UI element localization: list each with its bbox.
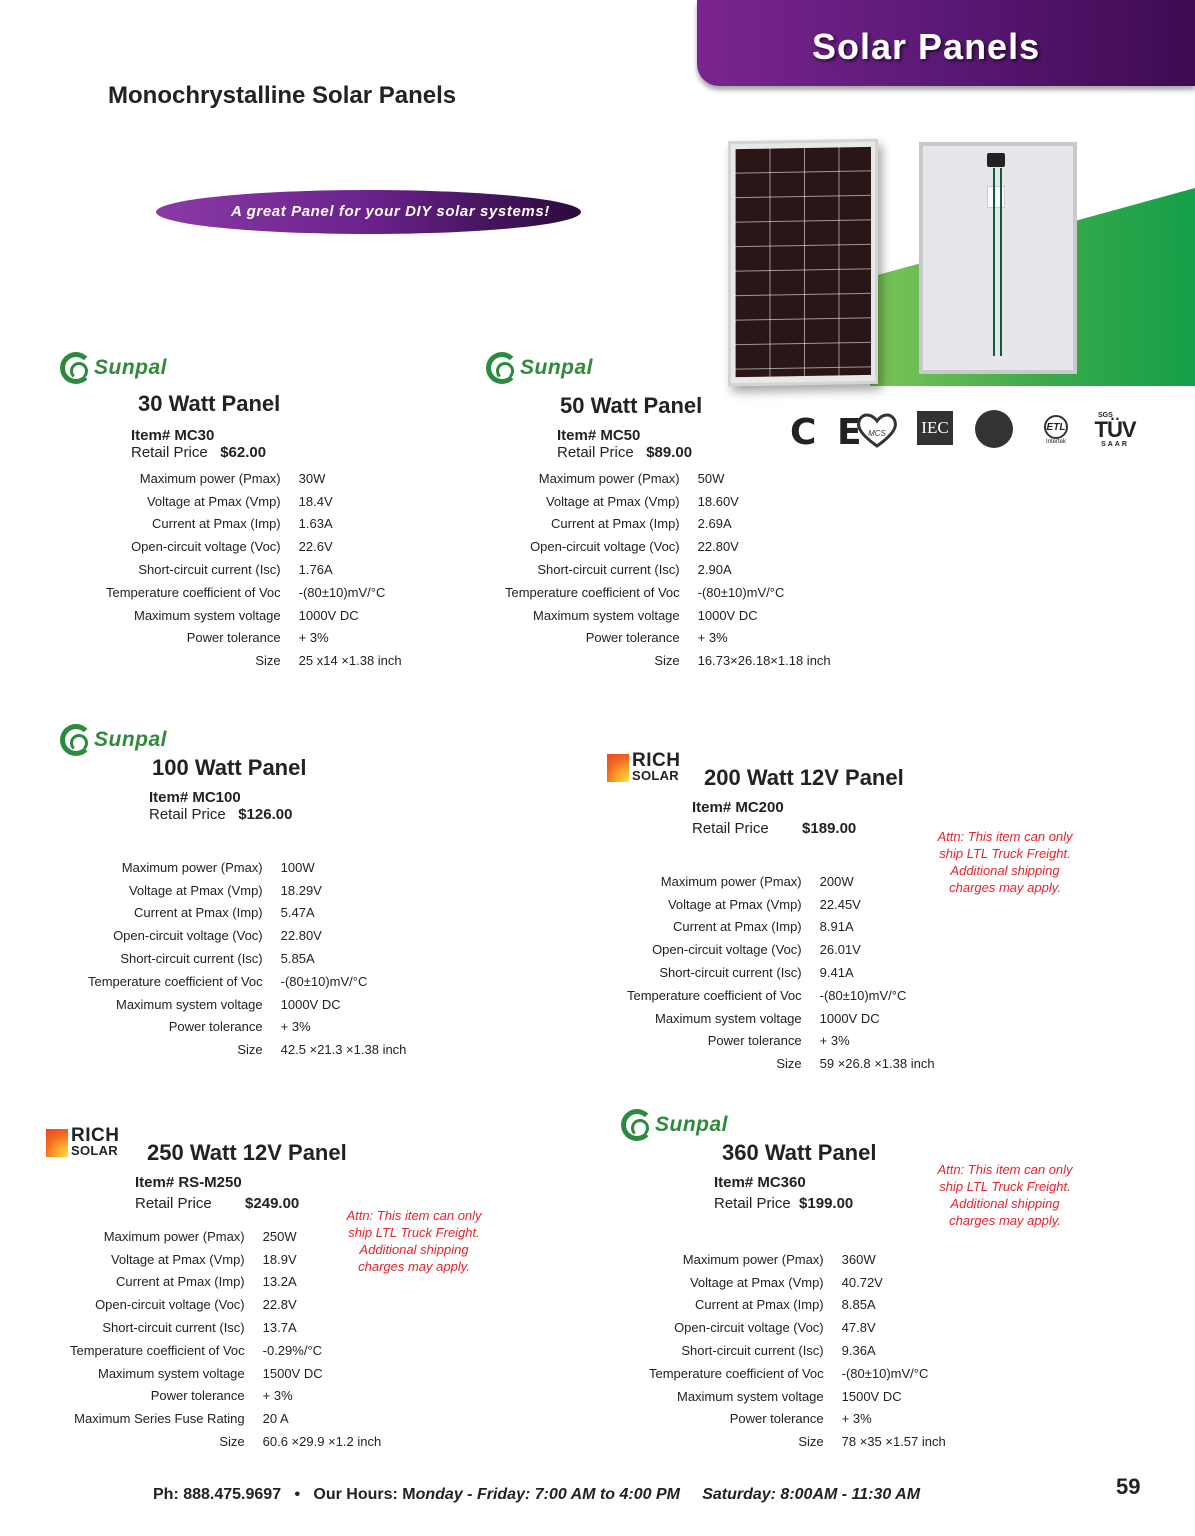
panel-back-image <box>919 142 1077 374</box>
sgs-tuv-saar-icon: SGS TÜV SAAR <box>1094 412 1136 448</box>
spec-label: Open-circuit voltage (Voc) <box>652 942 802 958</box>
spec-label: Maximum system voltage <box>97 1365 245 1381</box>
spec-table <box>505 467 831 672</box>
spec-row <box>505 535 831 558</box>
footer-contact <box>153 1486 920 1504</box>
item-number: Item# MC50 <box>557 427 641 444</box>
spec-row <box>505 604 831 627</box>
spec-value: 60.6 ×29.9 ×1.2 inch <box>262 1434 382 1450</box>
spec-value: 22.80V <box>697 539 739 555</box>
sunpal-logo: Sunpal <box>621 1109 728 1141</box>
page-heading: Monochrystalline Solar Panels <box>108 82 457 109</box>
spec-row <box>88 902 406 925</box>
footer-bullet: • <box>294 1486 301 1503</box>
spec-value: 18.60V <box>697 493 739 509</box>
spec-label: Maximum Series Fuse Rating <box>74 1411 245 1427</box>
spec-value: 5.47A <box>280 905 315 921</box>
spec-label: Current at Pmax (Imp) <box>134 905 263 921</box>
spec-table <box>106 467 402 672</box>
spec-row <box>70 1385 381 1408</box>
spec-label: Power tolerance <box>707 1033 802 1049</box>
spec-label: Short-circuit current (Isc) <box>681 1343 824 1359</box>
sunpal-logo: Sunpal <box>60 352 167 384</box>
spec-row <box>70 1362 381 1385</box>
spec-row <box>627 938 935 961</box>
spec-value: 1500V DC <box>262 1365 323 1381</box>
page-number: 59 <box>1116 1474 1141 1499</box>
spec-value: -(80±10)mV/°C <box>819 987 907 1003</box>
footer-hours-label: Our Hours: M <box>313 1486 416 1503</box>
spec-row <box>88 1038 406 1061</box>
sunpal-logo: Sunpal <box>60 724 167 756</box>
spec-value: 13.2A <box>262 1274 297 1290</box>
tagline-text: A great Panel for your DIY solar systems! <box>231 203 550 220</box>
spec-value: 18.4V <box>298 493 333 509</box>
cable-right <box>1000 168 1002 356</box>
spec-row <box>88 970 406 993</box>
spec-label: Maximum system voltage <box>115 996 263 1012</box>
spec-value: -(80±10)mV/°C <box>841 1365 929 1381</box>
spec-label: Maximum power (Pmax) <box>103 1228 245 1244</box>
spec-label: Open-circuit voltage (Voc) <box>113 928 263 944</box>
spec-value: -(80±10)mV/°C <box>280 973 368 989</box>
spec-label: Temperature coefficient of Voc <box>88 973 263 989</box>
spec-label: Short-circuit current (Isc) <box>659 965 802 981</box>
product-title: 30 Watt Panel <box>138 391 281 416</box>
spec-table <box>649 1248 946 1453</box>
spec-label: Open-circuit voltage (Voc) <box>674 1320 824 1336</box>
spec-label: Maximum system voltage <box>532 607 680 623</box>
spec-label: Current at Pmax (Imp) <box>152 516 281 532</box>
spec-label: Voltage at Pmax (Vmp) <box>545 493 680 509</box>
retail-price: Retail Price $199.00 <box>714 1195 854 1212</box>
spec-label: Power tolerance <box>186 630 281 646</box>
spec-row <box>88 993 406 1016</box>
spec-value: -(80±10)mV/°C <box>697 584 785 600</box>
spec-row <box>70 1407 381 1430</box>
spec-value: 22.80V <box>280 928 322 944</box>
spec-row <box>70 1339 381 1362</box>
spec-value: 1.76A <box>298 562 333 578</box>
attn-line: ship LTL Truck Freight. <box>939 1179 1071 1194</box>
spec-row <box>106 467 402 490</box>
spec-label: Size <box>798 1434 824 1450</box>
spec-row <box>70 1316 381 1339</box>
spec-label: Size <box>255 653 281 669</box>
spec-label: Maximum power (Pmax) <box>139 470 281 486</box>
spec-label: Short-circuit current (Isc) <box>537 562 680 578</box>
item-number: Item# MC30 <box>131 427 215 444</box>
spec-row <box>505 649 831 672</box>
spec-value: 250W <box>262 1228 297 1244</box>
spec-value: 47.8V <box>841 1320 876 1336</box>
item-number: Item# MC360 <box>714 1174 806 1191</box>
tuv-rheinland-icon <box>975 410 1013 448</box>
spec-label: Temperature coefficient of Voc <box>627 987 802 1003</box>
retail-price: Retail Price $249.00 <box>135 1195 300 1212</box>
spec-value: 1000V DC <box>819 1010 880 1026</box>
spec-table <box>88 856 406 1061</box>
attn-line: Attn: This item can only <box>937 829 1073 844</box>
spec-value: 22.6V <box>298 539 333 555</box>
spec-row <box>106 558 402 581</box>
spec-label: Power tolerance <box>729 1411 824 1427</box>
spec-label: Voltage at Pmax (Vmp) <box>128 882 263 898</box>
spec-value: 26.01V <box>819 942 861 958</box>
spec-value: + 3% <box>262 1388 293 1404</box>
spec-label: Open-circuit voltage (Voc) <box>95 1297 245 1313</box>
spec-value: 20 A <box>262 1411 289 1427</box>
tagline-banner <box>156 190 581 234</box>
rich-solar-logo: RICH SOLAR <box>46 1127 119 1157</box>
sun-burst-icon <box>607 754 629 782</box>
spec-value: 50W <box>697 470 725 486</box>
mcs-heart-icon <box>856 412 898 448</box>
spec-value: 1000V DC <box>697 607 758 623</box>
spec-row <box>88 879 406 902</box>
cable-left <box>993 168 995 356</box>
spec-row <box>627 1052 935 1075</box>
shipping-attention-note <box>925 828 1085 896</box>
spec-label: Temperature coefficient of Voc <box>70 1342 245 1358</box>
panel-label-sticker <box>987 186 1005 208</box>
spec-row <box>627 984 935 1007</box>
attn-line: ship LTL Truck Freight. <box>939 846 1071 861</box>
attn-line: charges may apply. <box>949 880 1061 895</box>
junction-box <box>987 153 1005 167</box>
spec-row <box>649 1385 946 1408</box>
attn-line: charges may apply. <box>949 1213 1061 1228</box>
spec-row <box>88 1016 406 1039</box>
section-title: Solar Panels <box>812 26 1041 67</box>
spec-label: Size <box>654 653 680 669</box>
svg-text:MCS: MCS <box>868 429 886 438</box>
spec-row <box>70 1271 381 1294</box>
spec-label: Voltage at Pmax (Vmp) <box>689 1274 824 1290</box>
sunpal-swirl-icon <box>621 1109 653 1141</box>
spec-label: Short-circuit current (Isc) <box>120 951 263 967</box>
spec-table <box>627 870 935 1075</box>
spec-row <box>627 916 935 939</box>
spec-value: 5.85A <box>280 951 315 967</box>
footer-weekday-hours: onday - Friday: 7:00 AM to 4:00 PM <box>415 1486 680 1503</box>
certification-logos <box>790 410 1136 453</box>
spec-value: 13.7A <box>262 1320 297 1336</box>
panel-front-image <box>728 139 878 387</box>
spec-value: 1000V DC <box>298 607 359 623</box>
spec-row <box>505 467 831 490</box>
item-number: Item# MC200 <box>692 799 784 816</box>
attn-line: Additional shipping <box>359 1242 469 1257</box>
spec-value: 22.45V <box>819 896 861 912</box>
spec-row <box>505 581 831 604</box>
spec-row <box>649 1316 946 1339</box>
spec-label: Current at Pmax (Imp) <box>673 919 802 935</box>
spec-label: Voltage at Pmax (Vmp) <box>667 896 802 912</box>
sun-burst-icon <box>46 1129 68 1157</box>
spec-row <box>70 1225 381 1248</box>
spec-value: 30W <box>298 470 326 486</box>
spec-row <box>106 604 402 627</box>
spec-row <box>627 1007 935 1030</box>
spec-row <box>505 513 831 536</box>
footer-phone: Ph: 888.475.9697 <box>153 1486 282 1503</box>
spec-value: 25 x14 ×1.38 inch <box>298 653 402 669</box>
spec-row <box>649 1271 946 1294</box>
spec-label: Power tolerance <box>168 1019 263 1035</box>
spec-value: + 3% <box>298 630 329 646</box>
spec-label: Maximum power (Pmax) <box>121 859 263 875</box>
spec-value: -(80±10)mV/°C <box>298 584 386 600</box>
spec-row <box>627 893 935 916</box>
spec-label: Short-circuit current (Isc) <box>102 1320 245 1336</box>
spec-label: Power tolerance <box>585 630 680 646</box>
spec-value: 200W <box>819 873 854 889</box>
spec-row <box>505 490 831 513</box>
spec-value: 22.8V <box>262 1297 297 1313</box>
spec-value: 2.69A <box>697 516 732 532</box>
retail-price: Retail Price $189.00 <box>692 820 857 837</box>
spec-row <box>627 870 935 893</box>
footer-saturday-hours: Saturday: 8:00AM - 11:30 AM <box>702 1486 921 1503</box>
retail-price: Retail Price $62.00 <box>131 444 267 461</box>
spec-value: 59 ×26.8 ×1.38 inch <box>819 1056 935 1072</box>
spec-label: Size <box>219 1434 245 1450</box>
spec-label: Current at Pmax (Imp) <box>551 516 680 532</box>
sunpal-swirl-icon <box>60 724 92 756</box>
spec-value: 42.5 ×21.3 ×1.38 inch <box>280 1042 407 1058</box>
item-number: Item# RS-M250 <box>135 1174 242 1191</box>
spec-value: 16.73×26.18×1.18 inch <box>697 653 831 669</box>
shipping-attention-note <box>925 1161 1085 1229</box>
spec-row <box>106 627 402 650</box>
retail-price: Retail Price $89.00 <box>557 444 693 461</box>
spec-label: Short-circuit current (Isc) <box>138 562 281 578</box>
spec-row <box>649 1294 946 1317</box>
spec-value: 8.85A <box>841 1297 876 1313</box>
spec-label: Open-circuit voltage (Voc) <box>131 539 281 555</box>
spec-value: 18.9V <box>262 1251 297 1267</box>
spec-label: Maximum power (Pmax) <box>682 1251 824 1267</box>
spec-label: Temperature coefficient of Voc <box>649 1365 824 1381</box>
attn-line: charges may apply. <box>358 1259 470 1274</box>
product-title: 360 Watt Panel <box>722 1140 877 1165</box>
spec-row <box>649 1362 946 1385</box>
spec-row <box>627 961 935 984</box>
spec-row <box>649 1248 946 1271</box>
spec-label: Temperature coefficient of Voc <box>106 584 281 600</box>
spec-value: 18.29V <box>280 882 322 898</box>
spec-label: Voltage at Pmax (Vmp) <box>110 1251 245 1267</box>
spec-row <box>88 947 406 970</box>
attn-line: Attn: This item can only <box>937 1162 1073 1177</box>
spec-value: + 3% <box>280 1019 311 1035</box>
sunpal-swirl-icon <box>60 352 92 384</box>
spec-label: Current at Pmax (Imp) <box>695 1297 824 1313</box>
spec-label: Maximum power (Pmax) <box>660 873 802 889</box>
spec-value: 100W <box>280 859 315 875</box>
spec-label: Maximum system voltage <box>654 1010 802 1026</box>
product-title: 200 Watt 12V Panel <box>704 765 904 790</box>
iec-icon: IEC <box>917 411 953 445</box>
ce-mark-icon: C E <box>790 412 866 453</box>
spec-row <box>88 856 406 879</box>
sunpal-logo: Sunpal <box>486 352 593 384</box>
spec-value: + 3% <box>819 1033 850 1049</box>
spec-row <box>70 1248 381 1271</box>
product-title: 250 Watt 12V Panel <box>147 1140 347 1165</box>
retail-price: Retail Price $126.00 <box>149 806 293 823</box>
spec-label: Size <box>237 1042 263 1058</box>
item-number: Item# MC100 <box>149 789 241 806</box>
spec-label: Temperature coefficient of Voc <box>505 584 680 600</box>
spec-value: 40.72V <box>841 1274 883 1290</box>
spec-row <box>106 535 402 558</box>
solar-panel-hero-image <box>700 130 1195 390</box>
spec-value: 8.91A <box>819 919 854 935</box>
spec-row <box>649 1430 946 1453</box>
spec-row <box>106 490 402 513</box>
spec-label: Power tolerance <box>150 1388 245 1404</box>
spec-row <box>70 1293 381 1316</box>
spec-value: 9.41A <box>819 965 854 981</box>
spec-row <box>649 1339 946 1362</box>
spec-label: Maximum system voltage <box>676 1388 824 1404</box>
spec-value: 2.90A <box>697 562 732 578</box>
section-banner <box>697 0 1195 86</box>
spec-row <box>505 558 831 581</box>
spec-value: 1.63A <box>298 516 333 532</box>
spec-label: Maximum system voltage <box>133 607 281 623</box>
spec-value: 9.36A <box>841 1343 876 1359</box>
spec-value: 360W <box>841 1251 876 1267</box>
attn-line: Additional shipping <box>950 1196 1060 1211</box>
spec-value: + 3% <box>841 1411 872 1427</box>
spec-value: 78 ×35 ×1.57 inch <box>841 1434 946 1450</box>
spec-row <box>505 627 831 650</box>
spec-table <box>70 1225 381 1453</box>
spec-row <box>106 513 402 536</box>
spec-value: 1000V DC <box>280 996 341 1012</box>
spec-row <box>627 1030 935 1053</box>
sunpal-swirl-icon <box>486 352 518 384</box>
spec-row <box>649 1408 946 1431</box>
solar-cells-grid <box>735 147 871 377</box>
spec-label: Open-circuit voltage (Voc) <box>530 539 680 555</box>
spec-label: Voltage at Pmax (Vmp) <box>146 493 281 509</box>
product-title: 100 Watt Panel <box>152 755 307 780</box>
etl-intertek-icon: ETL Intertek <box>1038 410 1074 450</box>
attn-line: Additional shipping <box>950 863 1060 878</box>
spec-value: 1500V DC <box>841 1388 902 1404</box>
spec-row <box>106 581 402 604</box>
spec-row <box>70 1430 381 1453</box>
attn-line: Attn: This item can only <box>346 1208 482 1223</box>
spec-row <box>106 649 402 672</box>
spec-value: -0.29%/°C <box>262 1342 323 1358</box>
spec-row <box>88 924 406 947</box>
rich-solar-logo: RICH SOLAR <box>607 752 680 782</box>
spec-label: Maximum power (Pmax) <box>538 470 680 486</box>
spec-label: Size <box>776 1056 802 1072</box>
spec-value: + 3% <box>697 630 728 646</box>
product-title: 50 Watt Panel <box>560 393 703 418</box>
spec-label: Current at Pmax (Imp) <box>116 1274 245 1290</box>
attn-line: ship LTL Truck Freight. <box>348 1225 480 1240</box>
